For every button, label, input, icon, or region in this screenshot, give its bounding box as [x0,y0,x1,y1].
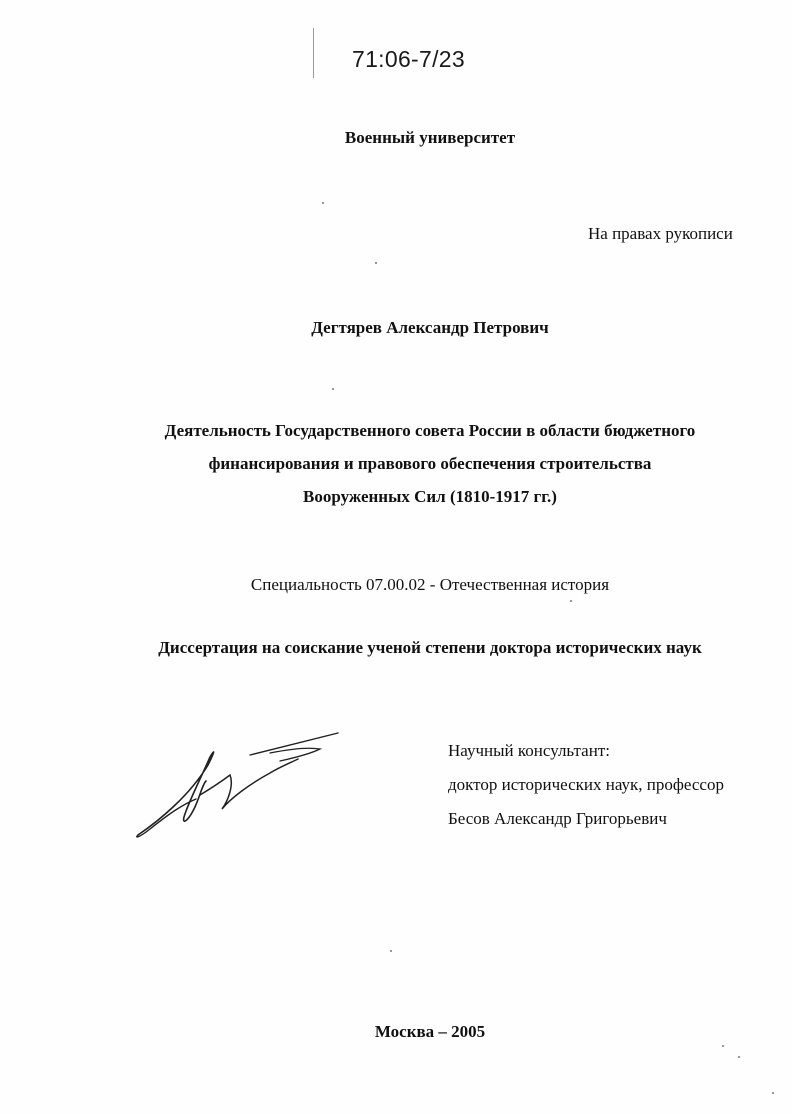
archive-code: 71:06-7/23 [352,46,465,72]
scan-speck [322,202,324,204]
handwritten-signature [130,725,345,845]
city-year: Москва – 2005 [374,1022,486,1041]
scan-speck [570,600,572,602]
consultant-degree: доктор исторических наук, профессор [448,775,724,794]
scan-speck [722,1045,724,1047]
title-line: финансирования и правового обеспечения строительства [208,454,652,473]
scan-speck [390,950,392,952]
scan-speck [772,1092,774,1094]
scientific-consultant [448,734,724,836]
scan-speck [738,1056,740,1058]
specialty: Специальность 07.00.02 - Отечественная история [250,575,610,594]
margin-rule [313,28,314,78]
scan-speck [375,262,377,264]
rights-note: На правах рукописи [588,224,733,243]
consultant-label: Научный консультант: [448,741,610,760]
title-line: Вооруженных Сил (1810-1917 гг.) [303,487,557,506]
dissertation-degree: Диссертация на соискание ученой степени доктора исторических наук [158,638,702,657]
title-line: Деятельность Государственного совета России в области бюджетного [164,421,696,440]
scan-speck [332,388,334,390]
consultant-name: Бесов Александр Григорьевич [448,809,667,828]
university-name: Военный университет [344,128,516,147]
dissertation-title [0,414,792,513]
author-name: Дегтярев Александр Петрович [311,318,549,337]
